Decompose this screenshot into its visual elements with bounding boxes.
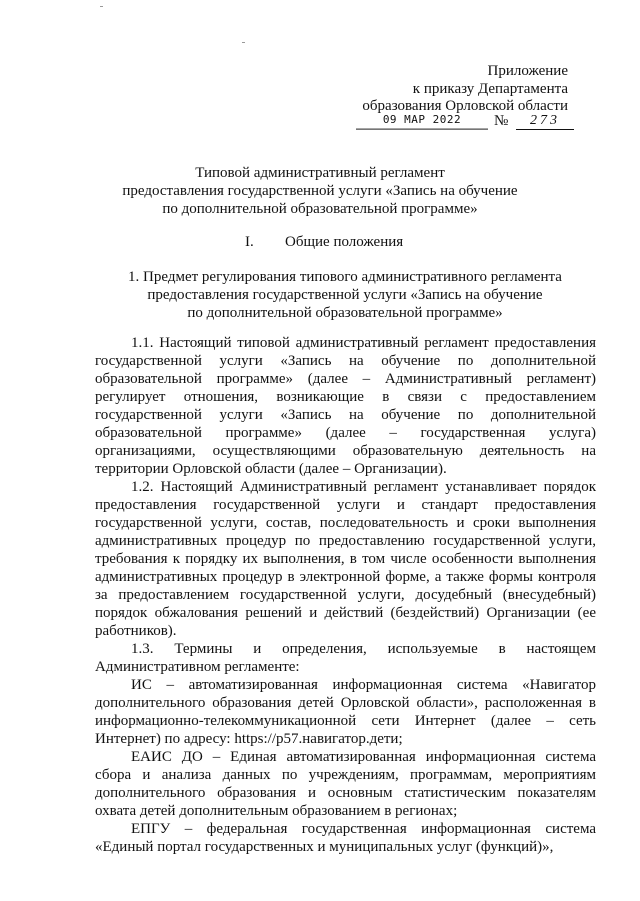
title-line-3: по дополнительной образовательной программе»: [162, 201, 478, 217]
title-line-1: Типовой административный регламент: [195, 165, 445, 181]
appendix-header: [362, 63, 568, 116]
order-number: 273: [516, 113, 574, 130]
section-title: Общие положения: [285, 234, 404, 250]
appendix-line-3: образования Орловской области: [362, 98, 568, 114]
subsection-line-1: 1. Предмет регулирования типового административного регламента: [128, 269, 562, 285]
order-reference: [356, 113, 574, 133]
appendix-line-2: к приказу Департамента: [412, 80, 568, 97]
scan-mark: [100, 6, 103, 7]
order-number-label: №: [494, 113, 509, 129]
appendix-line-1: Приложение: [487, 63, 568, 79]
definition-is: ИС – автоматизированная информационная система «Навигатор дополнительного образования детей Орловской области», расположенная в информационно-телекоммуникационной сети Интернет (далее – сеть Интернет) по адресу: https://p57.навигатор.дети;: [95, 677, 596, 747]
paragraph-1-3: 1.3. Термины и определения, используемые в настоящем Административном регламенте:: [95, 641, 596, 675]
subsection-heading: [95, 268, 595, 322]
scan-mark: [242, 42, 245, 43]
title-line-2: предоставления государственной услуги «Запись на обучение: [122, 183, 518, 199]
document-title: [80, 164, 560, 218]
subsection-line-3: по дополнительной образовательной программе»: [187, 305, 503, 321]
definition-eais-do: ЕАИС ДО – Единая автоматизированная информационная система сбора и анализа данных по учреждениям, программам, мероприятиям дополнительного образования и основным статистическим показателям охвата детей дополнительным образованием в регионах;: [95, 749, 596, 819]
definition-epgu: ЕПГУ – федеральная государственная информационная система «Единый портал государственных и муниципальных услуг (функций)»,: [95, 821, 596, 855]
paragraph-1-1: 1.1. Настоящий типовой административный регламент предоставления государственной услуги «Запись на обучение по дополнительной образовательной программе» (далее – Административный регламент) регулирует отношения, возникающие в связи с предоставлением государственной услуги «Запись на обучение по дополнительной образовательной программе» (далее – государственная услуга) организациями, осуществляющими образовательную деятельность на территории Орловской области (далее – Организации).: [95, 335, 596, 477]
section-number: I.: [245, 234, 254, 250]
document-body: [95, 334, 596, 856]
section-heading: [245, 234, 403, 251]
subsection-line-2: предоставления государственной услуги «Запись на обучение: [147, 287, 543, 303]
order-date-stamp: 09 МАР 2022: [356, 113, 488, 129]
paragraph-1-2: 1.2. Настоящий Административный регламент устанавливает порядок предоставления государственной услуги и стандарт предоставления государственной услуги, состав, последовательность и сроки выполнения административных процедур по предоставлению государственной услуги, требования к порядку их выполнения, в том числе особенности выполнения административных процедур в электронной форме, а также формы контроля за предоставлением государственной услуги, досудебный (внесудебный) порядок обжалования решений и действий (бездействий) Организации (ее работников).: [95, 479, 596, 639]
